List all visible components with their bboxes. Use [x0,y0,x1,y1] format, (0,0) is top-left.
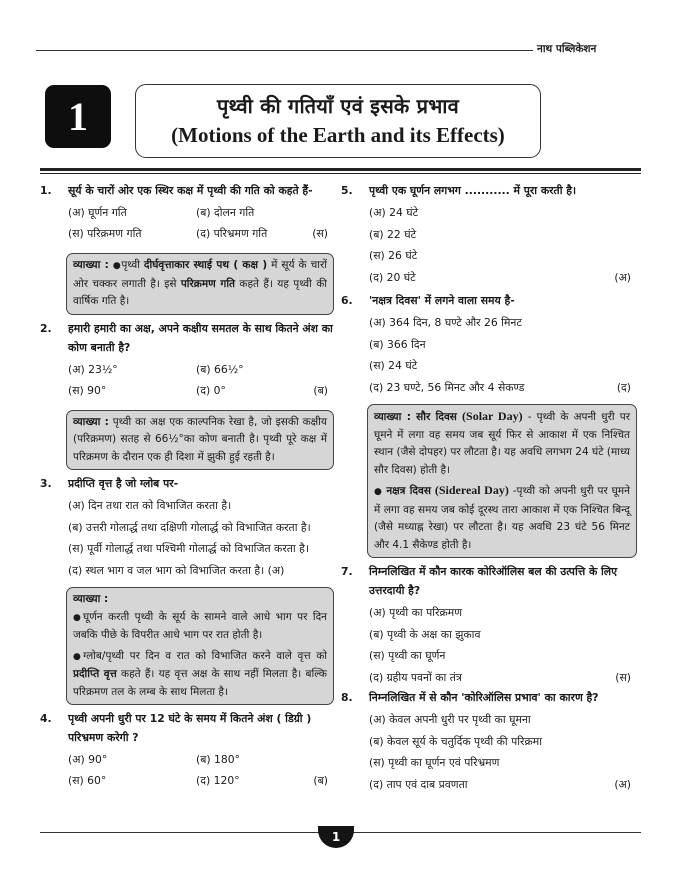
answer: (द) [616,380,631,394]
title-divider-thin [40,173,641,174]
chapter-title-english: (Motions of the Earth and its Effects) [171,123,505,147]
option-a: (अ) दिन तथा रात को विभाजित करता है। [68,499,232,512]
option-a: (अ) 24 घंटे [369,206,419,219]
chapter-title-box [135,84,541,158]
bullet-icon: ● [73,612,83,623]
question-text: सूर्य के चारों ओर एक स्थिर कक्ष में पृथ्वी की गति को कहते हैं- [68,184,313,197]
explanation-text: ग्लोब/पृथ्वी पर दिन व रात को विभाजित करने वाले वृत्त को [83,649,327,662]
title-divider [40,168,641,171]
option-c: (स) पृथ्वी का घूर्णन [369,649,446,662]
option-b: (ब) केवल सूर्य के चतुर्दिक पृथ्वी की परिक्रमा [369,734,542,748]
option-b: (ब) 22 घंटे [369,227,417,241]
explanation-bold: दीर्घवृत्ताकार स्थाई पथ ( कक्ष ) [143,259,268,271]
option-a: (अ) 90° [68,753,108,766]
explanation-text: पृथ्वी का अक्ष एक काल्पनिक रेखा है, जो इसकी कक्षीय (परिक्रमण) सतह से 66½°का कोण बनाती है। पृथ्वी पूरे कक्ष में परिक्रमण के दौरान एक ही दिशा में झुकी हुई रहती है। [73,415,327,463]
question-8 [341,688,637,795]
explanation-text: पृथ्वी [121,259,140,271]
left-column [40,181,334,791]
option-a: (अ) घूर्णन गति [68,206,127,219]
question-6 [341,291,637,558]
bullet-icon: ● [112,261,122,271]
explanation-box [66,410,334,471]
question-text: पृथ्वी एक घूर्णन लगभग ........... में पूरा करती है। [369,184,577,197]
explanation-text: -पृथ्वी को अपनी धुरी पर घूमने में लगा वह समय जब कोई दूरस्थ तारा आकाश में एक निश्चित बिन्दू (जैसे मध्याह्न रेखा) पर लौटता है। यह अवधि 23 घंटे 56 मिनट और 4.1 सैकेण्ड होती है। [374,485,630,551]
option-c: (स) 60° [68,774,107,787]
explanation-label: व्याख्या : [73,593,109,605]
chapter-title-hindi: पृथ्वी की गतियाँ एवं इसके प्रभाव [217,94,459,118]
option-a: (अ) पृथ्वी का परिक्रमण [369,606,463,619]
answer: (स) [615,670,631,684]
explanation-bold-english: (Sidereal Day) [434,483,509,497]
option-c: (स) पृथ्वी का घूर्णन एवं परिभ्रमण [369,756,500,769]
explanation-bold: परिक्रमण गति [180,277,236,290]
explanation-bold: प्रदीप्ति वृत्त [73,668,117,680]
explanation-label: व्याख्या : [73,259,109,271]
option-a: (अ) 364 दिन, 8 घण्टे और 26 मिनट [369,316,522,329]
explanation-bold: सौर दिवस [416,411,457,423]
option-b: (ब) 66½° [196,362,244,376]
option-c: (स) 26 घंटे [369,249,418,262]
question-number: 7. [341,565,353,578]
option-c: (स) 24 घंटे [369,359,418,372]
question-2 [40,319,334,471]
question-7 [341,562,637,688]
bullet-icon: ● [73,651,84,662]
question-5 [341,181,637,288]
question-text: हमारी हमारी का अक्ष, अपने कक्षीय समतल के साथ कितने अंश का कोण बनाती है? [68,321,333,354]
option-b: (ब) दोलन गति [196,206,255,219]
option-d: (द) ग्रहीय पवनों का तंत्र [369,670,462,684]
option-a: (अ) 23½° [68,362,118,376]
explanation-label: व्याख्या : [73,415,109,428]
explanation-text: में सूर्य के चारों ओर चक्कर लगाती है। इसे [73,259,327,290]
question-number: 4. [40,712,52,725]
answer: (स) [312,227,328,240]
option-b: (ब) 180° [196,753,241,766]
answer: (अ) [614,270,631,284]
question-number: 1. [40,184,52,197]
question-text: प्रदीप्ति वृत्त है जो ग्लोब पर- [68,477,179,490]
question-number: 2. [40,321,52,335]
option-d: (द) 23 घण्टे, 56 मिनट और 4 सेकण्ड [369,380,525,394]
publisher-name: नाथ पब्लिकेशन [537,43,597,55]
header-rule [36,50,533,51]
option-d: (द) स्थल भाग व जल भाग को विभाजित करता है। [68,563,265,577]
question-text: 'नक्षत्र दिवस' में लगने वाला समय है- [369,294,515,307]
explanation-text: कहते हैं। यह वृत्त अक्ष के साथ नहीं मिलता है। बल्कि परिक्रमण तल के लम्ब के साथ मिलता है। [73,668,327,698]
question-text: निम्नलिखित में से कौन 'कोरिऑलिस प्रभाव' का कारण है? [369,691,599,704]
option-d: (द) 120° [196,774,240,787]
question-number: 5. [341,184,353,197]
explanation-text: - पृथ्वी के अपनी धुरी पर घूमने में लगा वह समय जब सूर्य फिर से आकाश में एक निश्चित स्थान (जैसे दोपहर) पर लौटता है। यह अवधि लगभग 24 घंटे (माध्य सौर दिवस) होती है। [374,411,630,476]
right-column [341,181,637,795]
option-b: (ब) 366 दिन [369,337,426,351]
option-c: (स) 90° [68,383,107,397]
answer: (अ) [267,563,285,577]
bullet-icon: ● [374,487,383,497]
answer: (ब) [313,774,328,787]
explanation-box [66,587,334,705]
question-text: पृथ्वी अपनी धुरी पर 12 घंटे के समय में कितने अंश ( डिग्री ) परिभ्रमण करेगी ? [68,712,312,744]
explanation-bold-english: (Solar Day) [462,409,523,423]
question-text: निम्नलिखित में कौन कारक कोरिऑलिस बल की उत्पत्ति के लिए उत्तरदायी है? [369,565,618,597]
explanation-box [66,253,334,315]
option-d: (द) 0° [196,383,226,397]
question-1 [40,181,334,315]
answer: (अ) [614,777,631,791]
explanation-bold: नक्षत्र दिवस [386,485,431,497]
answer: (ब) [313,383,328,397]
option-c: (स) परिक्रमण गति [68,227,142,240]
question-number: 8. [341,691,353,704]
chapter-number-badge: 1 [45,85,111,148]
page-number-badge: 1 [318,826,354,848]
explanation-text: कहते हैं। यह पृथ्वी की वार्षिक गति है। [73,277,328,307]
explanation-text: घूर्णन करती पृथ्वी के सूर्य के सामने वाले आधे भाग पर दिन जबकि पीछे के विपरीत आधे भाग पर रात होती है। [73,610,327,641]
question-3 [40,474,334,705]
option-c: (स) पूर्वी गोलार्द्ध तथा पश्चिमी गोलार्द्ध को विभाजित करता है। [68,542,309,555]
option-b: (ब) उत्तरी गोलार्द्ध तथा दक्षिणी गोलार्द्ध को विभाजित करता है। [68,520,311,534]
option-b: (ब) पृथ्वी के अक्ष का झुकाव [369,627,481,641]
question-4 [40,709,334,791]
option-a: (अ) केवल अपनी धुरी पर पृथ्वी का घूमना [369,713,531,726]
question-number: 3. [40,477,52,490]
option-d: (द) ताप एवं दाब प्रवणता [369,777,468,791]
question-number: 6. [341,294,353,307]
option-d: (द) 20 घंटे [369,270,416,284]
explanation-label: व्याख्या : [374,411,411,423]
explanation-box [367,404,637,558]
option-d: (द) परिभ्रमण गति [196,227,268,240]
